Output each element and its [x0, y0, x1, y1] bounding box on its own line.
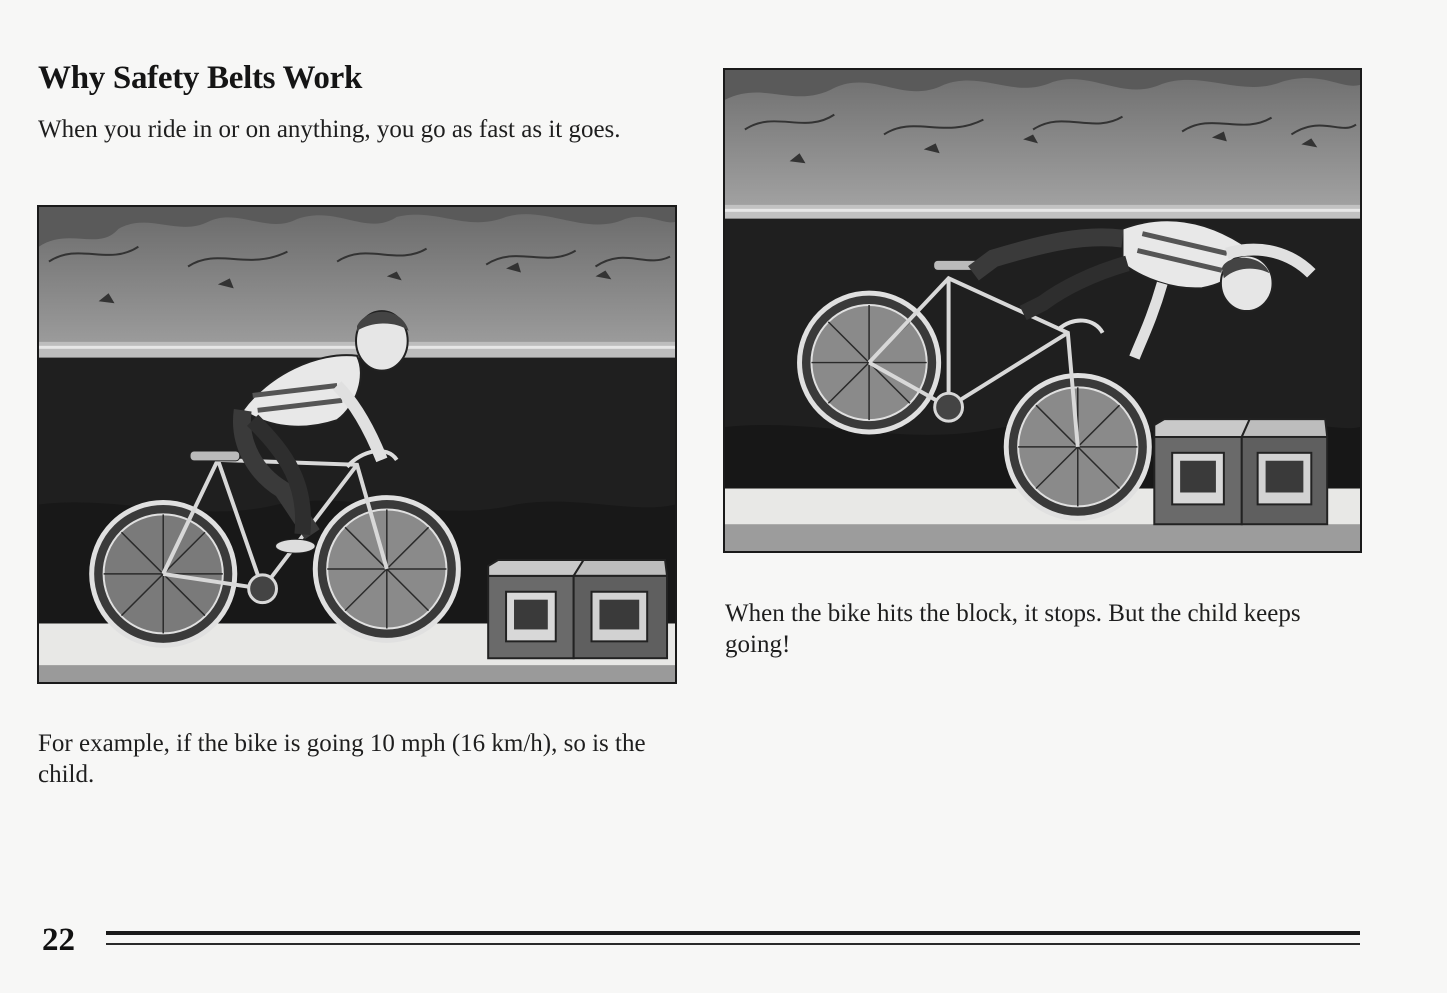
illustration-child-riding-bike	[37, 205, 677, 684]
crash-drawing	[725, 70, 1360, 551]
concrete-block	[488, 560, 667, 658]
footer-rule-thick	[106, 931, 1360, 935]
concrete-block	[1154, 419, 1327, 524]
riding-bike-drawing	[39, 207, 675, 682]
section-heading: Why Safety Belts Work	[38, 60, 363, 96]
example-paragraph: For example, if the bike is going 10 mph (16 km/h), so is the child.	[38, 730, 646, 788]
illustration-caption: When the bike hits the block, it stops. But the child keeps going!	[725, 600, 1301, 658]
intro-paragraph: When you ride in or on anything, you go as fast as it goes.	[38, 116, 621, 143]
page-number: 22	[42, 922, 75, 958]
illustration-bike-hits-block	[723, 68, 1362, 553]
footer-rule-thin	[106, 943, 1360, 945]
